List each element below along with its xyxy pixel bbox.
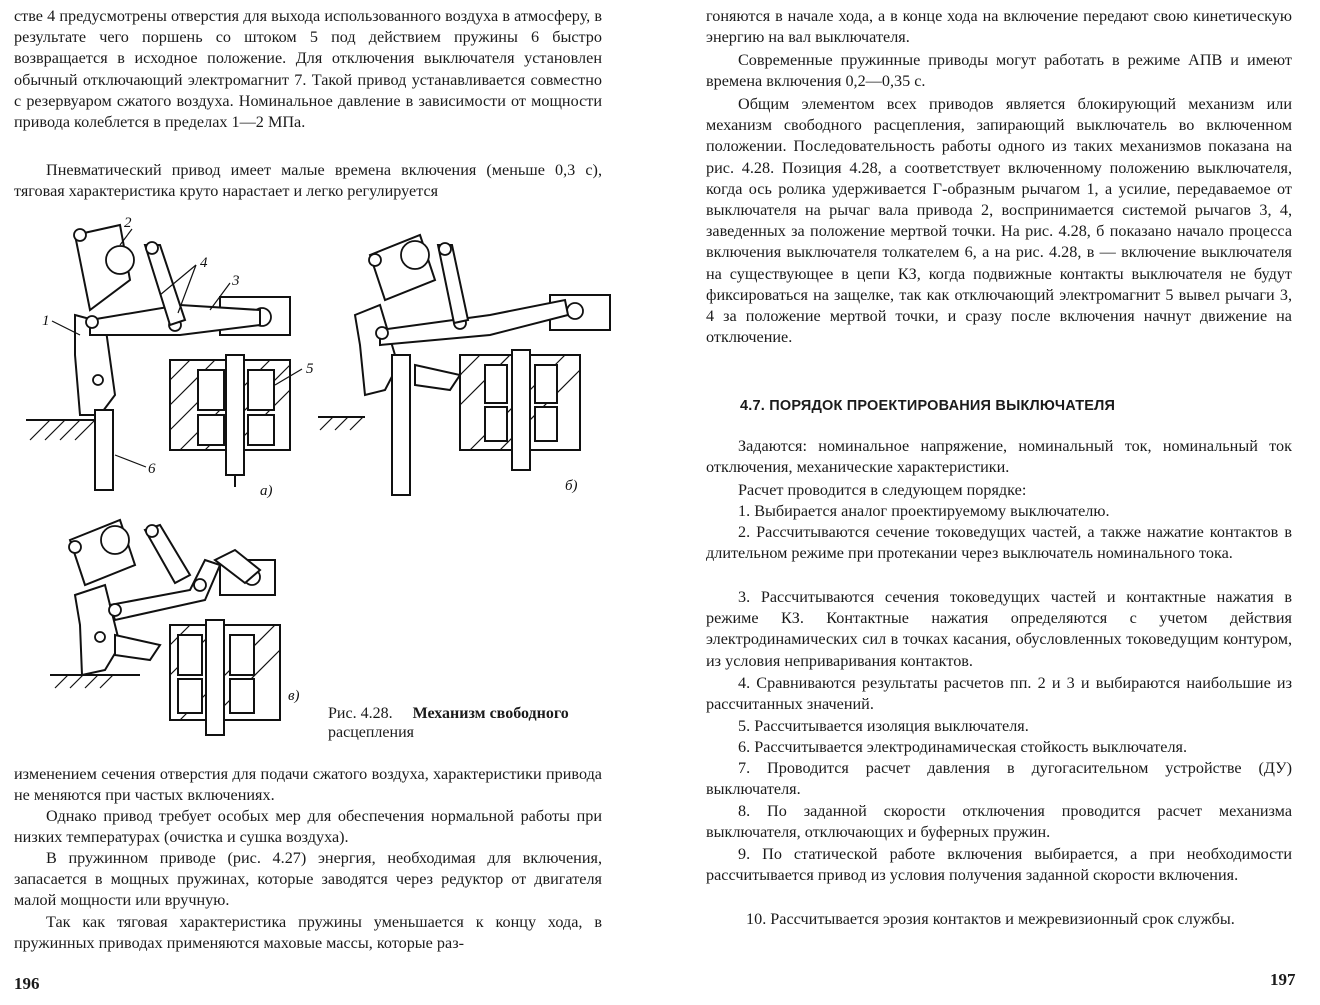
section-heading: 4.7. ПОРЯДОК ПРОЕКТИРОВАНИЯ ВЫКЛЮЧАТЕЛЯ bbox=[740, 398, 1116, 414]
left-paragraph-3: изменением сечения отверстия для подачи сжатого воздуха, характеристики привода не меняются при частых включениях. bbox=[14, 765, 602, 805]
label-a-1: 1 bbox=[42, 313, 50, 329]
left-paragraph-6: Так как тяговая характеристика пружины уменьшается к концу хода, в пружинных приводах применяются маховые массы, которые раз- bbox=[14, 913, 602, 953]
label-a-3: 3 bbox=[232, 273, 240, 289]
left-paragraph-2: Пневматический привод имеет малые времена включения (меньше 0,3 с), тяговая характеристика круто нарастает и легко регулируется bbox=[14, 161, 602, 201]
section-paragraph-10: 8. По заданной скорости отключения проводится расчет механизма выключателя, отключающих и буферных пружин. bbox=[706, 802, 1292, 842]
section-paragraph-5: 3. Рассчитываются сечения токоведущих частей и контактные нажатия в режиме КЗ. Контактные нажатия определяются с учетом действия электродинамических сил в точках касания, обусловленных токоведущим контуром, из условия неприваривания контактов. bbox=[706, 588, 1292, 670]
left-paragraph-1: стве 4 предусмотрены отверстия для выхода использованного воздуха в атмосферу, в результате чего поршень со штоком 5 под действием пружины 6 быстро возвращается в исходное положение. Для отключения выключателя установлен обычный отключающий электромагнит 7. Такой привод устанавливается совместно с резервуаром сжатого воздуха. Номинальное давление в зависимости от мощности привода колеблется в пределах 1—2 МПа. bbox=[14, 7, 602, 132]
section-paragraph-11: 9. По статической работе включения выбирается, а при необходимости рассчитывается привод из условия получения заданной скорости включения. bbox=[706, 845, 1292, 885]
right-page bbox=[660, 0, 1320, 1005]
right-paragraph-3: Общим элементом всех приводов является блокирующий механизм или механизм свободного расцепления, запирающий выключатель во включенном положении. Последовательность работы одного из таких механизмов показана на рис. 4.28. Позиция 4.28, а соответствует включенному положению выключателя, когда ось ролика удерживается Г-образным рычагом 1, а усилие, передаваемое от выключателя на рычаг вала привода 2, воспринимается системой рычагов 3, 4, заведенных за положение мертвой точки. На рис. 4.28, б показано начало процесса включения выключателя толкателем 6, а на рис. 4.28, в — включение выключателя на существующее в цепи КЗ, когда подвижные контакты выключателя не будут фиксироваться на защелке, так как отключающий электромагнит 5 вывел рычаги 3, 4 за положение мертвой точки, и сразу после включения начнут движение на отключение. bbox=[706, 95, 1292, 347]
caption-text: Механизм свободного bbox=[412, 705, 569, 722]
caption-text-2: расцепления bbox=[328, 724, 414, 741]
section-paragraph-12: 10. Рассчитывается эрозия контактов и межревизионный срок службы. bbox=[746, 910, 1235, 928]
left-paragraph-5: В пружинном приводе (рис. 4.27) энергия, необходимая для включения, запасается в мощных пружинах, которые заводятся через редуктор от двигателя малой мощности или вручную. bbox=[14, 849, 602, 910]
section-paragraph-4: 2. Рассчитываются сечение токоведущих частей, а также нажатие контактов в длительном режиме при протекании через выключатель номинального тока. bbox=[706, 523, 1292, 563]
figure-free-release-mechanism bbox=[20, 205, 620, 760]
right-paragraph-1: гоняются в начале хода, а в конце хода на включение передают свою кинетическую энергию на вал выключателя. bbox=[706, 7, 1292, 47]
section-paragraph-1: Задаются: номинальное напряжение, номинальный ток, номинальный ток отключения, механические характеристики. bbox=[706, 437, 1292, 477]
section-paragraph-6: 4. Сравниваются результаты расчетов пп. 2 и 3 и выбираются наибольшие из рассчитанных значений. bbox=[706, 674, 1292, 714]
right-paragraph-2: Современные пружинные приводы могут работать в режиме АПВ и имеют времена включения 0,2—0,35 с. bbox=[706, 51, 1292, 91]
subfigure-a bbox=[26, 215, 314, 499]
left-paragraph-4: Однако привод требует особых мер для обеспечения нормальной работы при низких температурах (очистка и сушка воздуха). bbox=[14, 807, 602, 847]
label-a: а) bbox=[260, 483, 273, 499]
figure-caption bbox=[328, 704, 618, 742]
label-v: в) bbox=[288, 688, 300, 704]
label-b: б) bbox=[565, 478, 578, 494]
subfigure-v bbox=[50, 520, 300, 735]
section-paragraph-3: 1. Выбирается аналог проектируемому выключателю. bbox=[738, 502, 1110, 520]
label-a-6: 6 bbox=[148, 461, 156, 477]
section-paragraph-8: 6. Рассчитывается электродинамическая стойкость выключателя. bbox=[738, 738, 1188, 756]
left-page bbox=[0, 0, 640, 1005]
section-paragraph-2: Расчет проводится в следующем порядке: bbox=[738, 481, 1027, 499]
subfigure-b bbox=[318, 235, 610, 495]
section-paragraph-7: 5. Рассчитывается изоляция выключателя. bbox=[738, 717, 1029, 735]
section-paragraph-9: 7. Проводится расчет давления в дугогасительном устройстве (ДУ) выключателя. bbox=[706, 759, 1292, 799]
label-a-4: 4 bbox=[200, 255, 208, 271]
caption-title: Рис. 4.28. bbox=[328, 705, 393, 722]
label-a-2: 2 bbox=[124, 215, 132, 231]
page-number-right: 197 bbox=[1270, 970, 1296, 989]
page-number-left: 196 bbox=[14, 974, 40, 993]
label-a-5: 5 bbox=[306, 361, 314, 377]
